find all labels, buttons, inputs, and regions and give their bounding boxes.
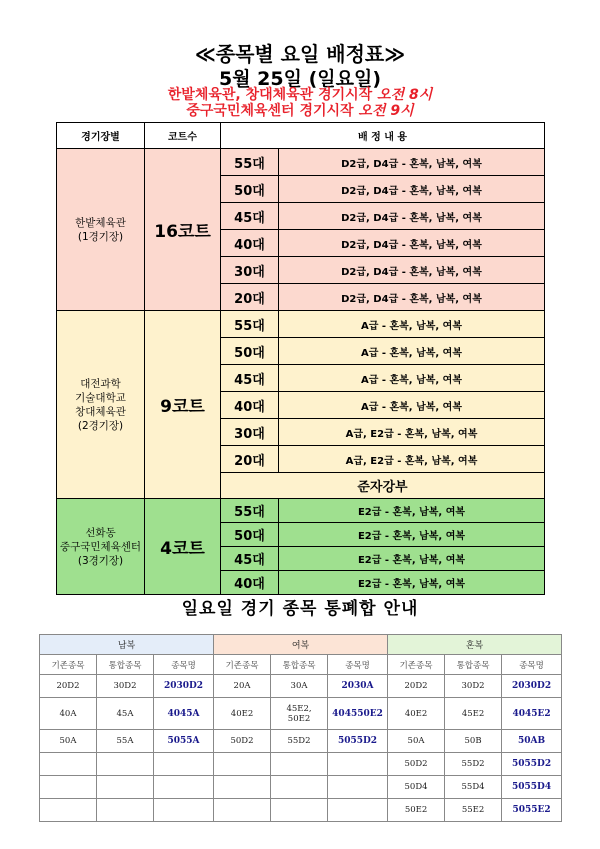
merged-event-name: 5055D2	[502, 753, 562, 776]
merge-group-row	[40, 635, 562, 655]
venue-name-line: 기술대학교	[75, 391, 126, 404]
merged-event-name: 50AB	[502, 730, 562, 753]
age-group: 20대	[221, 446, 279, 473]
venue-name	[57, 499, 145, 595]
merged-event	[271, 753, 328, 776]
existing-event: 20A	[214, 675, 271, 698]
merged-event-name: 5055A	[154, 730, 214, 753]
event-content: E2급 - 혼복, 남복, 여복	[279, 499, 545, 523]
schedule-header-row	[57, 123, 545, 149]
age-group: 45대	[221, 365, 279, 392]
merge-subheader: 통합종목	[271, 655, 328, 675]
schedule-row	[57, 311, 545, 338]
merged-event-name: 404550E2	[328, 698, 388, 730]
existing-event: 40E2	[388, 698, 445, 730]
venue-name-line: 선화동	[85, 526, 116, 539]
event-content: D2급, D4급 - 혼복, 남복, 여복	[279, 203, 545, 230]
merged-event: 55D2	[445, 753, 502, 776]
age-group: 50대	[221, 523, 279, 547]
venue-name-line: (2경기장)	[77, 419, 124, 432]
existing-event: 50A	[388, 730, 445, 753]
event-content: E2급 - 혼복, 남복, 여복	[279, 571, 545, 595]
col-courts: 코트수	[145, 123, 221, 149]
special-division: 준자강부	[221, 473, 545, 499]
existing-event	[214, 776, 271, 799]
merge-subheader: 종목명	[502, 655, 562, 675]
merged-event: 55E2	[445, 799, 502, 822]
existing-event: 40E2	[214, 698, 271, 730]
existing-event: 50D2	[388, 753, 445, 776]
merge-subheader: 기존종목	[388, 655, 445, 675]
venue-name	[57, 149, 145, 311]
event-content: D2급, D4급 - 혼복, 남복, 여복	[279, 176, 545, 203]
age-group: 30대	[221, 419, 279, 446]
age-group: 20대	[221, 284, 279, 311]
merged-event-name: 2030D2	[502, 675, 562, 698]
merged-event-name	[328, 799, 388, 822]
venue-name-line: 한밭체육관	[75, 216, 126, 229]
merged-event	[97, 753, 154, 776]
court-count: 16코트	[145, 149, 221, 311]
merge-subheader: 기존종목	[40, 655, 97, 675]
event-content: D2급, D4급 - 혼복, 남복, 여복	[279, 284, 545, 311]
age-group: 40대	[221, 571, 279, 595]
merge-subheader-row	[40, 655, 562, 675]
schedule-row	[57, 499, 545, 523]
merged-event: 30A	[271, 675, 328, 698]
merge-row	[40, 698, 562, 730]
merged-event-name	[328, 776, 388, 799]
age-group: 45대	[221, 203, 279, 230]
event-content: A급 - 혼복, 남복, 여복	[279, 392, 545, 419]
event-content: A급, E2급 - 혼복, 남복, 여복	[279, 446, 545, 473]
existing-event: 50D2	[214, 730, 271, 753]
venue-name-line: 창대체육관	[75, 405, 126, 418]
start-time-venues-2: 중구국민체육센터 경기시작	[186, 103, 359, 119]
merged-event-name: 5055E2	[502, 799, 562, 822]
court-count: 4코트	[145, 499, 221, 595]
event-content: A급, E2급 - 혼복, 남복, 여복	[279, 419, 545, 446]
age-group: 40대	[221, 392, 279, 419]
event-content: A급 - 혼복, 남복, 여복	[279, 338, 545, 365]
merged-event: 45E2	[445, 698, 502, 730]
event-content: A급 - 혼복, 남복, 여복	[279, 311, 545, 338]
age-group: 55대	[221, 149, 279, 176]
merged-event: 30D2	[97, 675, 154, 698]
group-mens-doubles: 남복	[40, 635, 214, 655]
existing-event	[214, 753, 271, 776]
start-time-line-2	[0, 103, 600, 120]
event-content: E2급 - 혼복, 남복, 여복	[279, 547, 545, 571]
merged-event-name	[154, 799, 214, 822]
start-time-line-1	[0, 87, 600, 104]
venue-name-line: (1경기장)	[77, 230, 124, 243]
merge-subheader: 통합종목	[445, 655, 502, 675]
existing-event: 50D4	[388, 776, 445, 799]
age-group: 55대	[221, 311, 279, 338]
merged-event: 45A	[97, 698, 154, 730]
page-title: ≪종목별 요일 배정표≫	[194, 42, 406, 66]
merge-row	[40, 799, 562, 822]
merge-row	[40, 675, 562, 698]
venue-name-line: 대전과학	[80, 377, 121, 390]
merged-event	[271, 776, 328, 799]
age-group: 30대	[221, 257, 279, 284]
merged-event: 55A	[97, 730, 154, 753]
event-content: A급 - 혼복, 남복, 여복	[279, 365, 545, 392]
event-content: D2급, D4급 - 혼복, 남복, 여복	[279, 257, 545, 284]
start-time-value-1: 오전 8시	[377, 87, 433, 103]
merge-row	[40, 776, 562, 799]
page-date: 5월 25일 (일요일)	[218, 68, 382, 90]
existing-event: 20D2	[40, 675, 97, 698]
merged-event-line: 45E2,	[286, 703, 312, 714]
merged-event	[97, 799, 154, 822]
merged-event-name	[154, 753, 214, 776]
merge-table	[39, 634, 562, 822]
existing-event: 40A	[40, 698, 97, 730]
merge-subheader: 종목명	[328, 655, 388, 675]
merge-title: 일요일 경기 종목 통폐합 안내	[181, 599, 419, 619]
event-content: E2급 - 혼복, 남복, 여복	[279, 523, 545, 547]
merged-event-name: 4045A	[154, 698, 214, 730]
start-time-value-2: 오전 9시	[358, 103, 414, 119]
merged-event-name	[328, 753, 388, 776]
merged-event-name: 2030A	[328, 675, 388, 698]
merge-subheader: 통합종목	[97, 655, 154, 675]
merged-event-name: 2030D2	[154, 675, 214, 698]
venue-name-line: 중구국민체육센터	[59, 540, 142, 553]
group-mixed-doubles: 혼복	[388, 635, 562, 655]
existing-event	[214, 799, 271, 822]
merged-event: 55D2	[271, 730, 328, 753]
existing-event: 50A	[40, 730, 97, 753]
merge-subheader: 기존종목	[214, 655, 271, 675]
existing-event: 20D2	[388, 675, 445, 698]
existing-event: 50E2	[388, 799, 445, 822]
age-group: 40대	[221, 230, 279, 257]
merged-event	[271, 799, 328, 822]
existing-event	[40, 776, 97, 799]
merged-event-name	[154, 776, 214, 799]
age-group: 55대	[221, 499, 279, 523]
merged-event-name: 5055D4	[502, 776, 562, 799]
age-group: 50대	[221, 176, 279, 203]
merged-event: 50B	[445, 730, 502, 753]
merged-event	[271, 698, 328, 730]
event-content: D2급, D4급 - 혼복, 남복, 여복	[279, 230, 545, 257]
age-group: 45대	[221, 547, 279, 571]
schedule-table	[56, 122, 545, 595]
age-group: 50대	[221, 338, 279, 365]
schedule-row	[57, 149, 545, 176]
merged-event-line: 50E2	[287, 713, 311, 724]
merged-event	[97, 776, 154, 799]
venue-name-line: (3경기장)	[77, 554, 124, 567]
merged-event-name: 4045E2	[502, 698, 562, 730]
col-venue: 경기장별	[57, 123, 145, 149]
merged-event-name: 5055D2	[328, 730, 388, 753]
merged-event: 30D2	[445, 675, 502, 698]
merged-event: 55D4	[445, 776, 502, 799]
merge-row	[40, 753, 562, 776]
existing-event	[40, 753, 97, 776]
merge-subheader: 종목명	[154, 655, 214, 675]
existing-event	[40, 799, 97, 822]
event-content: D2급, D4급 - 혼복, 남복, 여복	[279, 149, 545, 176]
merge-row	[40, 730, 562, 753]
group-womens-doubles: 여복	[214, 635, 388, 655]
venue-name	[57, 311, 145, 499]
start-time-venues-1: 한밭체육관, 창대체육관 경기시작	[167, 87, 378, 103]
col-content: 배 정 내 용	[221, 123, 545, 149]
court-count: 9코트	[145, 311, 221, 499]
